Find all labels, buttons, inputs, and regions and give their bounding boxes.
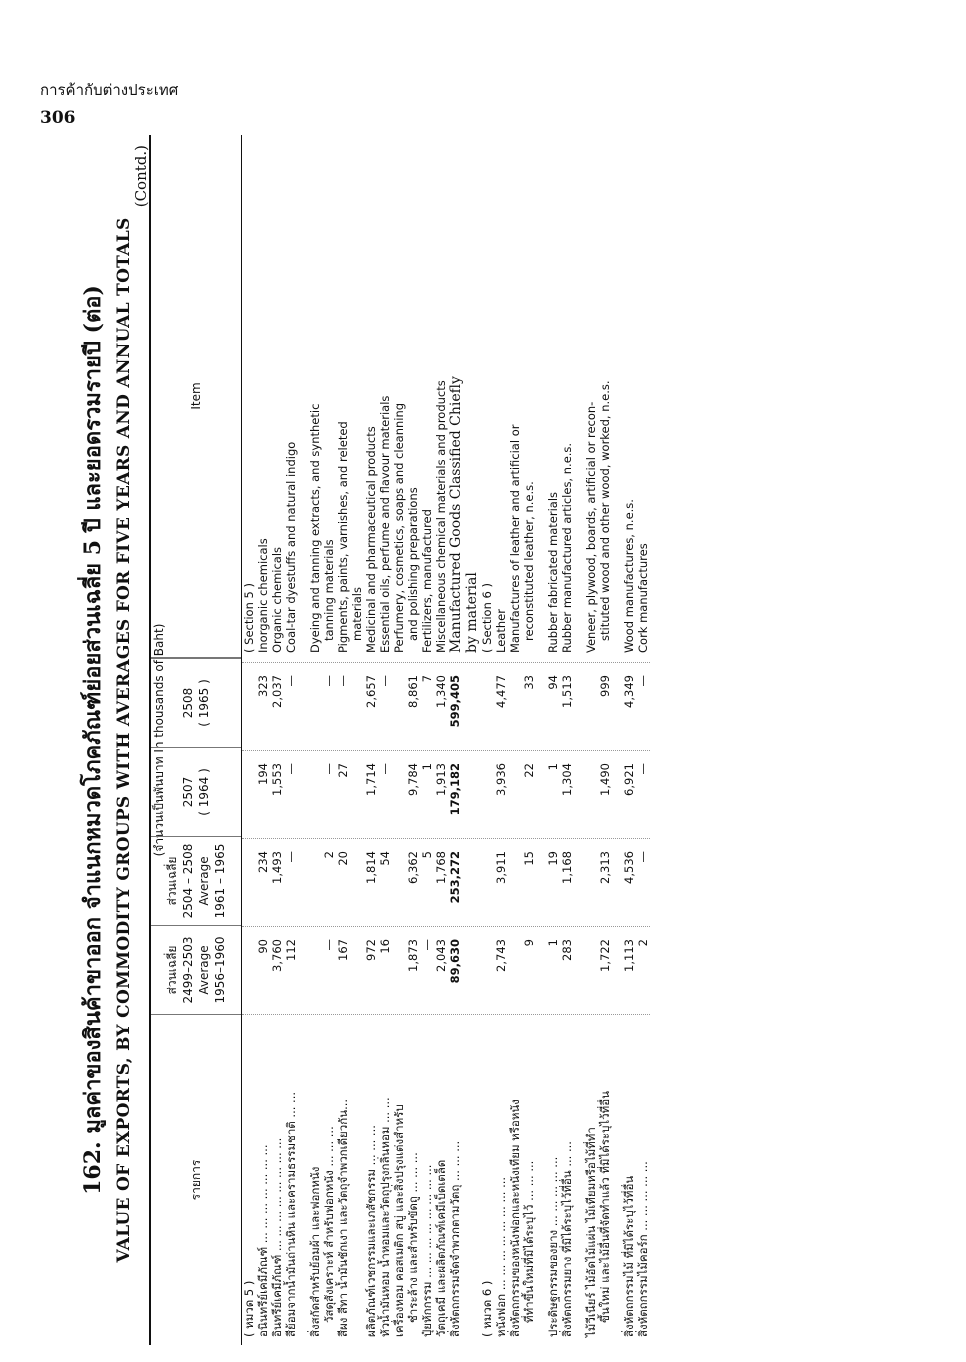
- cell-avg-1961-1965: [464, 839, 480, 927]
- row-english-label: Pigments, paints, varnishes, and releted: [336, 421, 350, 653]
- table-row: [636, 135, 650, 1345]
- row-thai-label: ชำระล้าง และสำหรับขัดถู ... ... ...: [406, 1152, 420, 1323]
- row-english-label: Inorganic chemicals: [256, 538, 270, 653]
- cell-avg-1961-1965: 15: [522, 851, 536, 866]
- cell-1965: [350, 663, 364, 751]
- cell-avg-1961-1965: —: [636, 851, 650, 863]
- col-avg-1956-1960: ส่วนเฉลี่ย 2499–2503 Average 1956–1960: [151, 925, 241, 1014]
- unit-note: (จำนวนเป็นพันบาท In thousands of Baht): [152, 623, 166, 857]
- row-thai-label: ขึ้นใหม่ และไม้อื่นที่จัดทำแล้ว ที่มิได้ระบุไว้ที่อื่น: [598, 1091, 612, 1323]
- cell-avg-1956-1960: [242, 927, 256, 1015]
- cell-avg-1956-1960: —: [420, 939, 434, 951]
- table-row: [284, 135, 298, 1345]
- cell-1964: 1: [546, 763, 560, 771]
- cell-1965: 323: [256, 675, 270, 697]
- cell-avg-1961-1965: 1,768: [434, 851, 448, 884]
- table-header: [151, 135, 242, 1345]
- row-thai-label: หนังฟอก ... ... ... ... ... ... ... ...: [494, 1176, 508, 1337]
- cell-1964: [464, 751, 480, 839]
- row-spacer: [612, 135, 622, 1345]
- cell-1965: —: [336, 675, 350, 687]
- cell-avg-1956-1960: [350, 927, 364, 1015]
- row-english-label: tanning materials: [322, 539, 336, 641]
- running-header: [40, 78, 178, 128]
- cell-1965: —: [378, 675, 392, 687]
- row-thai-label: ผลิตภัณฑ์เวชกรรมและเภสัชกรรม ... ... ...: [364, 1125, 378, 1337]
- row-english-label: Manufactured Goods Classified Chiefly: [448, 376, 464, 653]
- section-row: [242, 135, 256, 1345]
- cell-1965: 8,861: [406, 675, 420, 708]
- col-avg-1961-1965: ส่วนเฉลี่ย 2504 – 2508 Average 1961 – 1965: [151, 836, 241, 925]
- cell-avg-1961-1965: 3,911: [494, 851, 508, 884]
- cell-avg-1961-1965: [480, 839, 494, 927]
- cell-1965: [392, 663, 406, 751]
- cell-avg-1961-1965: [584, 839, 598, 927]
- exports-table: [149, 135, 650, 1345]
- row-english-label: Essential oils, perfume and flavour materials: [378, 395, 392, 653]
- title-contd: (Contd.): [132, 145, 150, 208]
- row-english-label: Leather: [494, 609, 508, 653]
- cell-avg-1956-1960: 90: [256, 939, 270, 954]
- cell-avg-1956-1960: 89,630: [448, 939, 462, 984]
- row-spacer: [574, 135, 584, 1345]
- col-thai-item: รายการ: [151, 1014, 241, 1345]
- cell-1964: 27: [336, 763, 350, 778]
- cell-avg-1961-1965: 19: [546, 851, 560, 866]
- row-english-label: Cork manufactures: [636, 543, 650, 653]
- row-thai-label: ( หมวด 6 ): [480, 1280, 494, 1337]
- cell-avg-1956-1960: 1,722: [598, 939, 612, 972]
- cell-avg-1956-1960: 16: [378, 939, 392, 954]
- cell-avg-1956-1960: 9: [522, 939, 536, 947]
- cell-avg-1961-1965: 2,313: [598, 851, 612, 884]
- row-thai-label: สิ่งหัตถกรรมไม้คอร์ก ... ... ... ... ...: [636, 1161, 650, 1337]
- cell-1964: [242, 751, 256, 839]
- cell-1964: [308, 751, 322, 839]
- table-body: [242, 135, 650, 1345]
- row-thai-label: สิ่งสกัดสำหรับย้อมผ้า และฟอกหนัง: [308, 1166, 322, 1337]
- cell-avg-1961-1965: [350, 839, 364, 927]
- page-number: 306: [40, 108, 76, 128]
- row-thai-label: สีผง สีทา น้ำมันชักเงา และวัตถุจำพวกเดียวกัน...: [336, 1098, 350, 1337]
- row-english-label: and polishing preparations: [406, 487, 420, 641]
- cell-avg-1956-1960: 972: [364, 939, 378, 961]
- cell-1964: —: [636, 763, 650, 775]
- cell-1965: 4,477: [494, 675, 508, 708]
- cell-1964: 9,784: [406, 763, 420, 796]
- cell-avg-1956-1960: [392, 927, 406, 1015]
- cell-1964: [584, 751, 598, 839]
- cell-1964: 6,921: [622, 763, 636, 796]
- row-thai-label: [464, 1015, 480, 1345]
- cell-1965: 94: [546, 675, 560, 690]
- row-english-label: Miscellaneous chemical materials and products: [434, 380, 448, 653]
- row-english-label: by material: [464, 572, 480, 653]
- cell-1965: 1,340: [434, 675, 448, 708]
- cell-avg-1961-1965: [392, 839, 406, 927]
- table-row: [434, 135, 448, 1345]
- cell-avg-1956-1960: [584, 927, 598, 1015]
- row-english-label: Wood manufactures, n.e.s.: [622, 499, 636, 653]
- table-row: [584, 135, 598, 1345]
- cell-1964: 22: [522, 763, 536, 778]
- row-english-label: Veneer, plywood, boards, artificial or recon-: [584, 401, 598, 653]
- row-english-label: ( Section 6 ): [480, 583, 494, 653]
- cell-1965: [584, 663, 598, 751]
- row-english-label: Perfumery, cosmetics, soaps and cleanning: [392, 402, 406, 653]
- cell-1964: [480, 751, 494, 839]
- row-thai-label: เครื่องหอม คอสเมติก สบู่ และสิ่งปรุงแต่งสำหรับ: [392, 1104, 406, 1337]
- table-row: [522, 135, 536, 1345]
- cell-1964: 1,490: [598, 763, 612, 796]
- section-row: [480, 135, 494, 1345]
- row-thai-label: สิ่งหัตถกรรมไม้ ที่มิได้ระบุไว้ที่อื่น: [622, 1175, 636, 1337]
- cell-avg-1956-1960: [508, 927, 522, 1015]
- cell-avg-1956-1960: 2,743: [494, 939, 508, 972]
- table-row: [464, 135, 480, 1345]
- cell-avg-1956-1960: 1,113: [622, 939, 636, 972]
- cell-avg-1956-1960: 2: [636, 939, 650, 947]
- cell-1964: 179,182: [448, 763, 462, 816]
- row-thai-label: ที่ทำขึ้นใหม่ที่มิได้ระบุไว้ ... ... ...: [522, 1160, 536, 1323]
- table-row: [270, 135, 284, 1345]
- cell-avg-1961-1965: 6,362: [406, 851, 420, 884]
- cell-avg-1961-1965: 1,168: [560, 851, 574, 884]
- cell-1964: 1,913: [434, 763, 448, 796]
- row-thai-label: ( หมวด 5 ): [242, 1280, 256, 1337]
- row-thai-label: สิ่งหัตถกรรมยาง ที่มิได้ระบุไว้ที่อื่น ... ...: [560, 1141, 574, 1337]
- table-row: [508, 135, 522, 1345]
- row-english-label: materials: [350, 587, 364, 641]
- row-thai-label: วัตถุเคมี และผลิตภัณฑ์เคมีเบ็ดเตล็ด: [434, 1159, 448, 1337]
- cell-1964: 1,553: [270, 763, 284, 796]
- row-english-label: Rubber fabricated materials: [546, 491, 560, 653]
- row-english-label: stituted wood and other wood, worked, n.e.s.: [598, 380, 612, 641]
- cell-avg-1956-1960: 3,760: [270, 939, 284, 972]
- cell-avg-1961-1965: 20: [336, 851, 350, 866]
- table-row: [378, 135, 392, 1345]
- row-thai-label: อินทรีย์เคมีภัณฑ์ ... ... ... ... ... ... ... ...: [270, 1137, 284, 1337]
- row-english-label: reconstituted leather, n.e.s.: [522, 481, 536, 641]
- cell-1965: [508, 663, 522, 751]
- cell-avg-1956-1960: 112: [284, 939, 298, 961]
- row-thai-label: [350, 1015, 364, 1345]
- cell-avg-1956-1960: 1,873: [406, 939, 420, 972]
- cell-1965: 1,513: [560, 675, 574, 708]
- cell-avg-1961-1965: —: [284, 851, 298, 863]
- row-english-label: Coal-tar dyestuffs and natural indigo: [284, 441, 298, 653]
- cell-avg-1956-1960: [464, 927, 480, 1015]
- table-row: [406, 135, 420, 1345]
- cell-avg-1956-1960: 283: [560, 939, 574, 961]
- cell-1965: 7: [420, 675, 434, 683]
- title-thai: 162. มูลค่าของสินค้าขาออก จำแนกหมวดโภคภัณฑ์ย่อยส่วนเฉลี่ย 5 ปี และยอดรวมรายปี (ต่อ): [80, 285, 106, 1195]
- cell-avg-1961-1965: 1,493: [270, 851, 284, 884]
- table-row: [560, 135, 574, 1345]
- row-english-label: Rubber manufactured articles, n.e.s.: [560, 442, 574, 653]
- cell-1965: [242, 663, 256, 751]
- cell-avg-1956-1960: [480, 927, 494, 1015]
- row-thai-label: สิ่งหัตถกรรมจัดจำพวกตามวัตถุ ... ... ...: [448, 1140, 462, 1337]
- row-english-label: Manufactures of leather and artificial or: [508, 424, 522, 653]
- cell-avg-1961-1965: 54: [378, 851, 392, 866]
- title-english: VALUE OF EXPORTS, BY COMMODITY GROUPS WITH AVERAGES FOR FIVE YEARS AND ANNUAL TOTALS: [114, 217, 134, 1263]
- cell-avg-1961-1965: 2: [322, 851, 336, 859]
- row-english-label: ( Section 5 ): [242, 583, 256, 653]
- row-english-label: Dyeing and tanning extracts, and synthetic: [308, 403, 322, 653]
- cell-avg-1956-1960: 2,043: [434, 939, 448, 972]
- row-thai-label: สีย้อมจากน้ำมันถ่านหิน และครามธรรมชาติ ... ...: [284, 1091, 298, 1337]
- cell-avg-1961-1965: 4,536: [622, 851, 636, 884]
- col-item: Item: [151, 135, 241, 658]
- cell-avg-1956-1960: 1: [546, 939, 560, 947]
- cell-1964: —: [378, 763, 392, 775]
- row-thai-label: ไม้วีเนียร์ ไม้อัดไม้แผ่น ไม้เทียมหรือไม้ที่ทำ: [584, 1127, 598, 1337]
- cell-1964: [392, 751, 406, 839]
- cell-1965: —: [322, 675, 336, 687]
- table-row: [622, 135, 636, 1345]
- cell-1964: 1,714: [364, 763, 378, 796]
- cell-1965: 599,405: [448, 675, 462, 728]
- cell-avg-1956-1960: [308, 927, 322, 1015]
- cell-1964: 194: [256, 763, 270, 785]
- table-row: [392, 135, 406, 1345]
- cell-1965: [308, 663, 322, 751]
- table-row: [448, 135, 464, 1345]
- rotated-table-page: [75, 135, 875, 1345]
- row-spacer: [298, 135, 308, 1345]
- row-thai-label: หัวน้ำมันหอม น้ำหอมและวัตถุปรุงกลิ่นหอม ... ...: [378, 1097, 392, 1337]
- row-thai-label: ปุ๋ยหักกรรม ... ... ... ... ... ... ... ...: [420, 1164, 434, 1337]
- cell-1964: 1: [420, 763, 434, 771]
- row-english-label: Fertilizers, manufactured: [420, 509, 434, 653]
- row-thai-label: อนินทรีย์เคมีภัณฑ์ ... ... ... ... ... ... ...: [256, 1144, 270, 1337]
- cell-avg-1956-1960: 167: [336, 939, 350, 961]
- cell-avg-1961-1965: [508, 839, 522, 927]
- cell-1964: 1,304: [560, 763, 574, 796]
- cell-avg-1961-1965: 253,272: [448, 851, 462, 904]
- cell-1964: 3,936: [494, 763, 508, 796]
- cell-1965: [464, 663, 480, 751]
- cell-1965: 33: [522, 675, 536, 690]
- cell-1965: 4,349: [622, 675, 636, 708]
- cell-1965: [480, 663, 494, 751]
- cell-1964: —: [284, 763, 298, 775]
- col-1965: 2508 ( 1965 ): [151, 658, 241, 747]
- table-row: [308, 135, 322, 1345]
- table-row: [364, 135, 378, 1345]
- cell-1964: —: [322, 763, 336, 775]
- table-row: [494, 135, 508, 1345]
- cell-avg-1961-1965: 1,814: [364, 851, 378, 884]
- table-row: [350, 135, 364, 1345]
- table-row: [322, 135, 336, 1345]
- cell-1965: —: [284, 675, 298, 687]
- cell-avg-1956-1960: —: [322, 939, 336, 951]
- row-thai-label: วัสดุสังเคราะห์ สำหรับฟอกหนัง ... ... ...: [322, 1126, 336, 1323]
- row-english-label: Medicinal and pharmaceutical products: [364, 426, 378, 653]
- row-english-label: Organic chemicals: [270, 546, 284, 653]
- cell-1964: [508, 751, 522, 839]
- cell-avg-1961-1965: [242, 839, 256, 927]
- row-spacer: [536, 135, 546, 1345]
- col-1964: 2507 ( 1964 ): [151, 747, 241, 836]
- table-row: [546, 135, 560, 1345]
- cell-1965: 2,037: [270, 675, 284, 708]
- cell-1965: 999: [598, 675, 612, 697]
- table-row: [598, 135, 612, 1345]
- cell-avg-1961-1965: 234: [256, 851, 270, 873]
- table-row: [336, 135, 350, 1345]
- row-thai-label: สิ่งหัตถกรรมของหนังฟอกและหนังเทียม หรือหนัง: [508, 1099, 522, 1337]
- cell-avg-1961-1965: [308, 839, 322, 927]
- cell-avg-1961-1965: 5: [420, 851, 434, 859]
- section-title: การค้ากับต่างประเทศ: [40, 81, 179, 99]
- cell-1964: [350, 751, 364, 839]
- cell-1965: 2,657: [364, 675, 378, 708]
- table-row: [256, 135, 270, 1345]
- row-thai-label: ประดิษฐกรรมของยาง ... ... ... ... ...: [546, 1156, 560, 1337]
- table-row: [420, 135, 434, 1345]
- cell-1965: —: [636, 675, 650, 687]
